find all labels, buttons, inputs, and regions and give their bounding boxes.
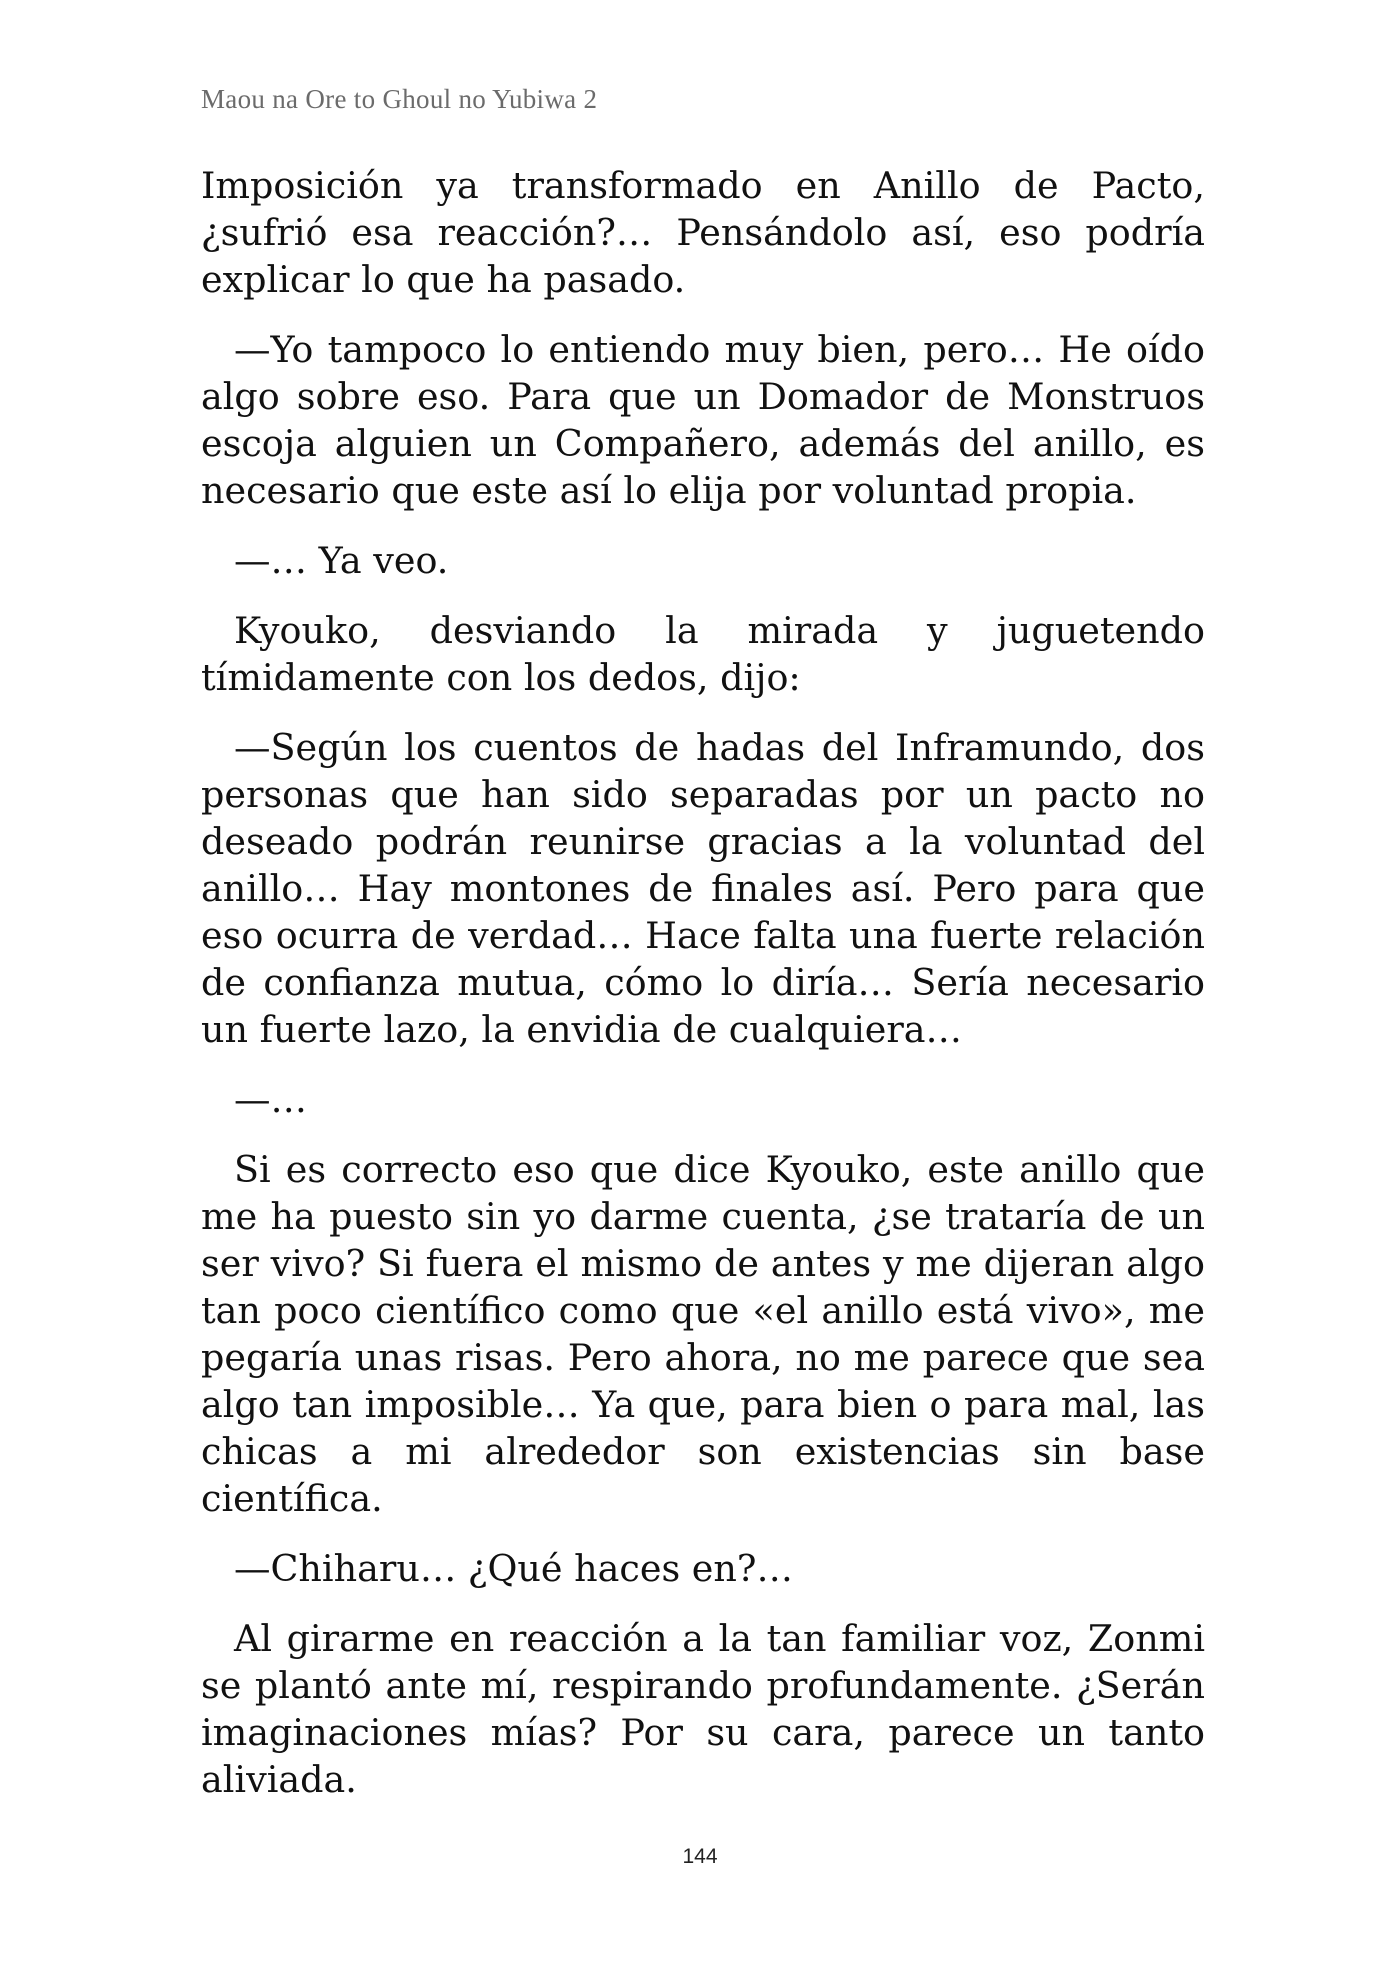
page-number: 144 (682, 1845, 718, 1868)
paragraph-2-dialogue: —Yo tampoco lo entiendo muy bien, pero… He oído algo sobre eso. Para que un Domador de Monstruos escoja alguien un Compañero, además del anillo, es necesario que este así lo elija por voluntad propia. (201, 328, 1205, 512)
paragraph-7: Si es correcto eso que dice Kyouko, este anillo que me ha puesto sin yo darme cuenta, ¿se trataría de un ser vivo? Si fuera el mismo de antes y me dijeran algo tan poco científico como que «el anillo está vivo», me pegaría unas risas. Pero ahora, no me parece que sea algo tan imposible… Ya que, para bien o para mal, las chicas a mi alrededor son existencias sin base científica. (201, 1148, 1205, 1520)
paragraph-8-dialogue: —Chiharu… ¿Qué haces en?… (234, 1547, 793, 1590)
paragraph-6-dialogue: —… (234, 1078, 307, 1121)
paragraph-4: Kyouko, desviando la mirada y juguetendo tímidamente con los dedos, dijo: (201, 609, 1205, 699)
running-header-title: Maou na Ore to Ghoul no Yubiwa 2 (201, 84, 598, 114)
paragraph-1: Imposición ya transformado en Anillo de Pacto, ¿sufrió esa reacción?… Pensándolo así, eso podría explicar lo que ha pasado. (201, 164, 1205, 301)
page-body-text (201, 162, 1205, 1826)
paragraph-5-dialogue: —Según los cuentos de hadas del Inframundo, dos personas que han sido separadas por un pacto no deseado podrán reunirse gracias a la voluntad del anillo… Hay montones de finales así. Pero para que eso ocurra de verdad… Hace falta una fuerte relación de confianza mutua, cómo lo diría… Sería necesario un fuerte lazo, la envidia de cualquiera… (201, 726, 1205, 1051)
paragraph-9: Al girarme en reacción a la tan familiar voz, Zonmi se plantó ante mí, respirando profundamente. ¿Serán imaginaciones mías? Por su cara, parece un tanto aliviada. (201, 1617, 1205, 1801)
paragraph-3-dialogue: —… Ya veo. (234, 539, 449, 582)
